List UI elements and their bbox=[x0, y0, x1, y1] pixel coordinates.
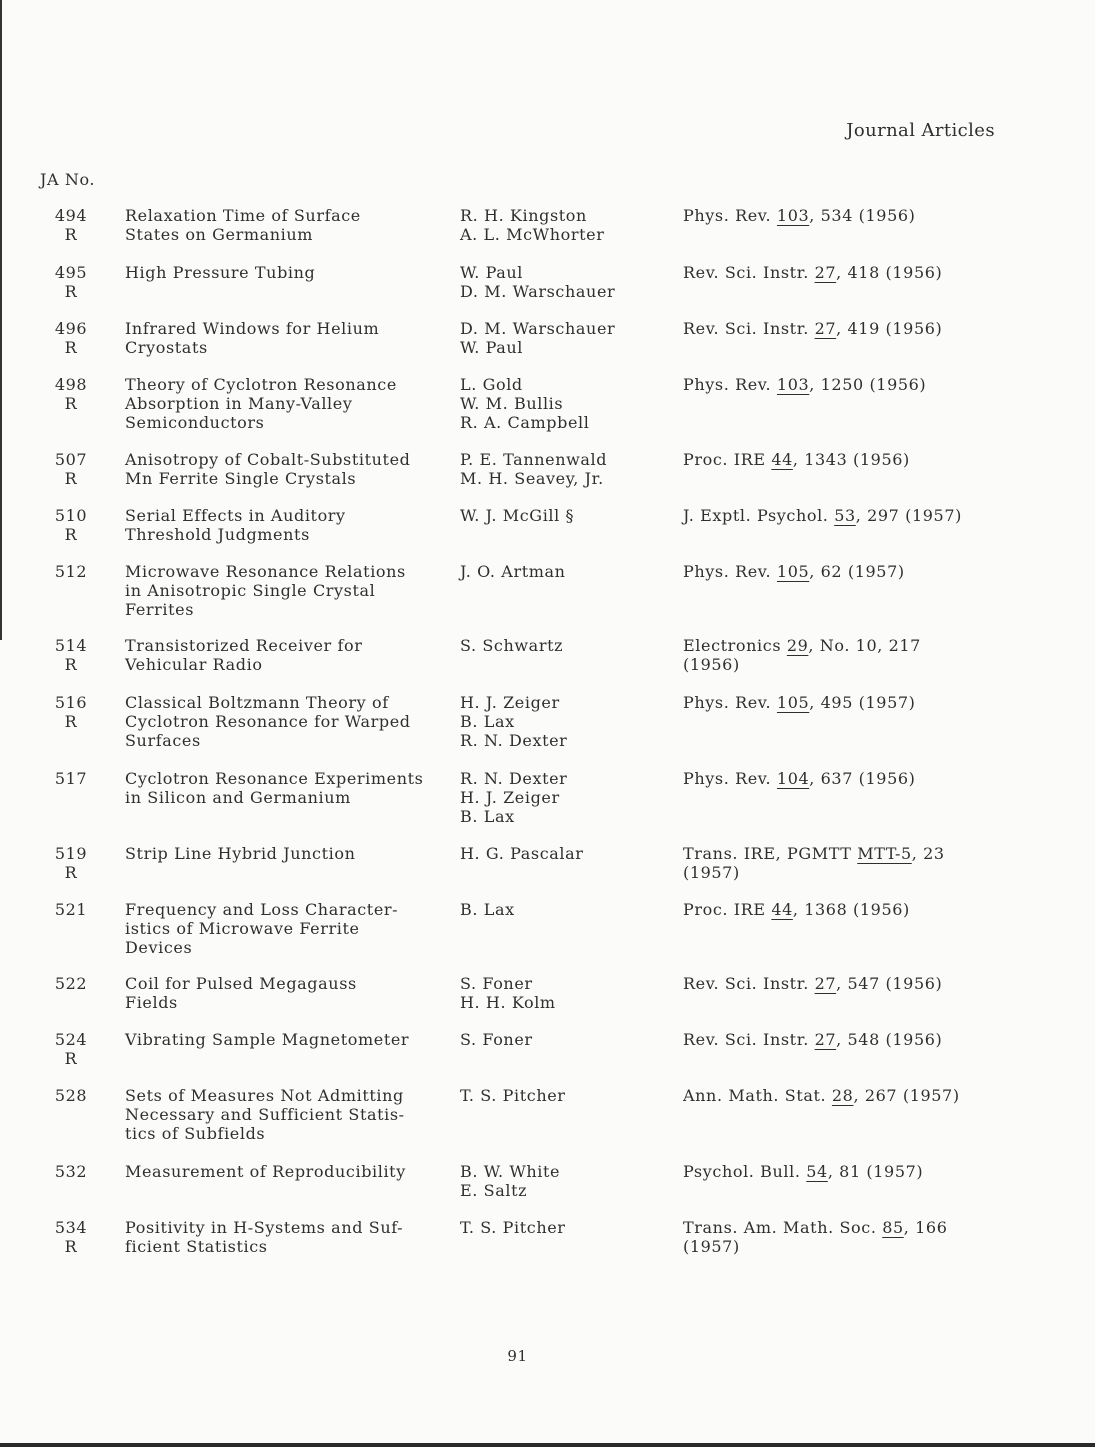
author-name: S. Foner bbox=[460, 1030, 533, 1049]
article-title bbox=[125, 637, 455, 675]
journal-volume: 103 bbox=[776, 206, 810, 225]
author-name: P. E. Tannenwald bbox=[460, 450, 608, 469]
article-title bbox=[125, 845, 455, 864]
article-title-line: Sets of Measures Not Admitting bbox=[125, 1086, 404, 1105]
journal-volume: 28 bbox=[831, 1086, 854, 1105]
journal-reference-line bbox=[683, 1219, 1003, 1238]
journal-name: Phys. Rev. bbox=[683, 562, 777, 581]
article-title bbox=[125, 901, 455, 957]
article-title bbox=[125, 694, 455, 750]
journal-volume: 53 bbox=[834, 506, 856, 525]
article-title-line: Positivity in H-Systems and Suf- bbox=[125, 1218, 404, 1237]
article-title-line: in Anisotropic Single Crystal bbox=[125, 580, 376, 600]
author-name: M. H. Seavey, Jr. bbox=[460, 468, 604, 488]
journal-pages-year: , 547 (1956) bbox=[836, 974, 943, 993]
reprint-flag: R bbox=[64, 1048, 78, 1068]
article-title-line: Ferrites bbox=[125, 599, 195, 619]
journal-volume: 44 bbox=[771, 900, 793, 919]
journal-reference bbox=[683, 845, 1003, 883]
journal-reference-line bbox=[683, 451, 1003, 470]
article-title bbox=[125, 1087, 455, 1143]
page-number: 91 bbox=[507, 1347, 528, 1365]
author-name: R. N. Dexter bbox=[460, 769, 568, 788]
journal-volume: 54 bbox=[806, 1162, 828, 1181]
ja-number-value: 512 bbox=[54, 562, 88, 581]
journal-reference bbox=[683, 264, 1003, 283]
journal-pages-year: , 548 (1956) bbox=[836, 1030, 943, 1049]
journal-reference bbox=[683, 507, 1003, 526]
article-title bbox=[125, 1163, 455, 1182]
article-title-line: Microwave Resonance Relations bbox=[125, 562, 406, 581]
author-name: R. H. Kingston bbox=[460, 206, 587, 225]
ja-number bbox=[54, 901, 88, 920]
author-name: R. A. Campbell bbox=[460, 412, 590, 432]
journal-volume: 105 bbox=[776, 693, 810, 712]
article-title-line: Anisotropy of Cobalt-Substituted bbox=[125, 450, 411, 469]
author-name: H. J. Zeiger bbox=[460, 693, 560, 712]
journal-name: J. Exptl. Psychol. bbox=[683, 506, 835, 525]
article-authors bbox=[460, 563, 660, 582]
ja-number-value: 510 bbox=[54, 506, 88, 525]
article-authors bbox=[460, 507, 660, 526]
ja-number-value: 522 bbox=[54, 974, 88, 993]
journal-pages-year: , 637 (1956) bbox=[809, 769, 916, 788]
ja-number bbox=[54, 1031, 88, 1069]
journal-reference-line bbox=[683, 376, 1003, 395]
article-title bbox=[125, 264, 455, 283]
author-name: B. W. White bbox=[460, 1162, 561, 1181]
article-title-line: Measurement of Reproducibility bbox=[125, 1162, 406, 1181]
journal-reference-line bbox=[683, 864, 1003, 883]
article-title-line: States on Germanium bbox=[125, 224, 314, 244]
journal-reference-line bbox=[683, 507, 1003, 526]
journal-volume: 105 bbox=[776, 562, 810, 581]
journal-reference bbox=[683, 320, 1003, 339]
journal-reference bbox=[683, 637, 1003, 675]
ja-number bbox=[54, 1219, 88, 1257]
journal-reference-line bbox=[683, 694, 1003, 713]
article-title bbox=[125, 507, 455, 545]
ja-number-value: 519 bbox=[54, 844, 88, 863]
article-title-line: Devices bbox=[125, 937, 193, 957]
journal-name: Proc. IRE bbox=[683, 900, 772, 919]
author-name: W. Paul bbox=[460, 263, 524, 282]
ja-number-value: 494 bbox=[54, 206, 88, 225]
article-title-line: Cryostats bbox=[125, 337, 208, 357]
article-title-line: ficient Statistics bbox=[125, 1236, 268, 1256]
journal-pages-year: , 534 (1956) bbox=[809, 206, 916, 225]
journal-pages-year: , 1343 (1956) bbox=[792, 450, 910, 469]
journal-reference-line bbox=[683, 1087, 1003, 1106]
journal-reference bbox=[683, 376, 1003, 395]
author-name: A. L. McWhorter bbox=[460, 224, 605, 244]
ja-number-value: 521 bbox=[54, 900, 88, 919]
journal-reference-line bbox=[683, 207, 1003, 226]
author-name: B. Lax bbox=[460, 711, 515, 731]
journal-volume: 27 bbox=[814, 319, 837, 338]
article-authors bbox=[460, 901, 660, 920]
ja-number bbox=[54, 376, 88, 414]
article-title-line: Vibrating Sample Magnetometer bbox=[125, 1030, 410, 1049]
article-title-line: Coil for Pulsed Megagauss bbox=[125, 974, 357, 993]
author-name: B. Lax bbox=[460, 900, 515, 919]
ja-number bbox=[54, 320, 88, 358]
article-title-line: Cyclotron Resonance for Warped bbox=[125, 711, 411, 731]
author-name: W. Paul bbox=[460, 337, 524, 357]
author-name: R. N. Dexter bbox=[460, 730, 568, 750]
journal-name: Phys. Rev. bbox=[683, 206, 777, 225]
author-name: W. J. McGill § bbox=[460, 506, 575, 525]
article-authors bbox=[460, 770, 660, 826]
journal-volume: 104 bbox=[776, 769, 810, 788]
journal-reference-line bbox=[683, 845, 1003, 864]
author-name: S. Foner bbox=[460, 974, 533, 993]
journal-pages-year: , 1250 (1956) bbox=[809, 375, 927, 394]
journal-pages-year: , 23 bbox=[911, 844, 945, 863]
author-name: D. M. Warschauer bbox=[460, 319, 616, 338]
article-title bbox=[125, 975, 455, 1013]
article-authors bbox=[460, 1087, 660, 1106]
journal-name: Phys. Rev. bbox=[683, 693, 777, 712]
article-title-line: Semiconductors bbox=[125, 412, 265, 432]
reprint-flag: R bbox=[64, 393, 78, 413]
author-name: B. Lax bbox=[460, 806, 515, 826]
journal-reference-line bbox=[683, 656, 1003, 675]
article-title-line: Theory of Cyclotron Resonance bbox=[125, 375, 397, 394]
ja-number-column-label: JA No. bbox=[40, 170, 96, 189]
reprint-flag: R bbox=[64, 468, 78, 488]
journal-reference-line bbox=[683, 1031, 1003, 1050]
journal-volume: 29 bbox=[786, 636, 809, 655]
article-title-line: Strip Line Hybrid Junction bbox=[125, 844, 356, 863]
reprint-flag: R bbox=[64, 711, 78, 731]
article-title bbox=[125, 320, 455, 358]
journal-reference bbox=[683, 207, 1003, 226]
journal-pages-year: , 166 bbox=[903, 1218, 948, 1237]
article-authors bbox=[460, 1031, 660, 1050]
journal-name: (1957) bbox=[683, 862, 740, 882]
journal-name: Psychol. Bull. bbox=[683, 1162, 807, 1181]
article-title-line: Fields bbox=[125, 992, 178, 1012]
ja-number-value: 517 bbox=[54, 769, 88, 788]
journal-reference-line bbox=[683, 1238, 1003, 1257]
journal-name: Rev. Sci. Instr. bbox=[683, 319, 815, 338]
journal-reference-line bbox=[683, 320, 1003, 339]
reprint-flag: R bbox=[64, 654, 78, 674]
journal-pages-year: , 297 (1957) bbox=[855, 506, 962, 525]
journal-volume: 85 bbox=[882, 1218, 904, 1237]
reprint-flag: R bbox=[64, 281, 78, 301]
article-title bbox=[125, 207, 455, 245]
journal-pages-year: , 418 (1956) bbox=[836, 263, 943, 282]
page-edge-rule bbox=[0, 0, 2, 640]
journal-reference bbox=[683, 451, 1003, 470]
reprint-flag: R bbox=[64, 524, 78, 544]
article-authors bbox=[460, 320, 660, 358]
author-name: T. S. Pitcher bbox=[460, 1218, 566, 1237]
article-title-line: Necessary and Sufficient Statis- bbox=[125, 1104, 405, 1124]
article-authors bbox=[460, 376, 660, 432]
article-authors bbox=[460, 207, 660, 245]
journal-name: Trans. IRE, PGMTT bbox=[683, 844, 858, 863]
journal-name: Phys. Rev. bbox=[683, 375, 777, 394]
journal-name: Trans. Am. Math. Soc. bbox=[683, 1218, 883, 1237]
journal-reference-line bbox=[683, 1163, 1003, 1182]
journal-reference-line bbox=[683, 563, 1003, 582]
article-authors bbox=[460, 637, 660, 656]
journal-name: (1957) bbox=[683, 1236, 740, 1256]
ja-number bbox=[54, 1163, 88, 1182]
article-title bbox=[125, 563, 455, 619]
article-title-line: Vehicular Radio bbox=[125, 654, 263, 674]
author-name: L. Gold bbox=[460, 375, 523, 394]
ja-number bbox=[54, 264, 88, 302]
author-name: H. H. Kolm bbox=[460, 992, 556, 1012]
article-title bbox=[125, 1219, 455, 1257]
article-authors bbox=[460, 1219, 660, 1238]
author-name: H. G. Pascalar bbox=[460, 844, 584, 863]
reprint-flag: R bbox=[64, 1236, 78, 1256]
journal-name: Rev. Sci. Instr. bbox=[683, 974, 815, 993]
article-title-line: Transistorized Receiver for bbox=[125, 636, 363, 655]
ja-number bbox=[54, 451, 88, 489]
article-title-line: Threshold Judgments bbox=[125, 524, 310, 544]
author-name: J. O. Artman bbox=[460, 562, 566, 581]
article-title bbox=[125, 376, 455, 432]
journal-name: Phys. Rev. bbox=[683, 769, 777, 788]
journal-volume: 44 bbox=[771, 450, 793, 469]
ja-number bbox=[54, 507, 88, 545]
journal-name: Electronics bbox=[683, 636, 787, 655]
author-name: E. Saltz bbox=[460, 1180, 528, 1200]
ja-number bbox=[54, 975, 88, 994]
ja-number bbox=[54, 207, 88, 245]
journal-reference-line bbox=[683, 770, 1003, 789]
article-title-line: Frequency and Loss Character- bbox=[125, 900, 399, 919]
article-authors bbox=[460, 1163, 660, 1201]
article-title-line: tics of Subfields bbox=[125, 1123, 266, 1143]
reprint-flag: R bbox=[64, 337, 78, 357]
journal-name: Rev. Sci. Instr. bbox=[683, 263, 815, 282]
article-authors bbox=[460, 694, 660, 750]
journal-reference bbox=[683, 975, 1003, 994]
journal-volume: MTT-5 bbox=[857, 844, 912, 863]
ja-number-value: 498 bbox=[54, 375, 88, 394]
article-title-line: Cyclotron Resonance Experiments bbox=[125, 769, 424, 788]
journal-volume: 27 bbox=[814, 1030, 837, 1049]
journal-pages-year: , 495 (1957) bbox=[809, 693, 916, 712]
journal-reference bbox=[683, 1219, 1003, 1257]
ja-number-value: 495 bbox=[54, 263, 88, 282]
author-name: S. Schwartz bbox=[460, 636, 564, 655]
article-title bbox=[125, 770, 455, 808]
author-name: D. M. Warschauer bbox=[460, 281, 616, 301]
journal-name: (1956) bbox=[683, 654, 740, 674]
ja-number-value: 496 bbox=[54, 319, 88, 338]
reprint-flag: R bbox=[64, 862, 78, 882]
ja-number-value: 514 bbox=[54, 636, 88, 655]
author-name: H. J. Zeiger bbox=[460, 787, 560, 807]
journal-pages-year: , 81 (1957) bbox=[827, 1162, 924, 1181]
article-title-line: Classical Boltzmann Theory of bbox=[125, 693, 389, 712]
reprint-flag: R bbox=[64, 224, 78, 244]
journal-reference-line bbox=[683, 975, 1003, 994]
article-authors bbox=[460, 264, 660, 302]
article-authors bbox=[460, 975, 660, 1013]
article-title-line: Relaxation Time of Surface bbox=[125, 206, 361, 225]
ja-number-value: 534 bbox=[54, 1218, 88, 1237]
article-title bbox=[125, 451, 455, 489]
article-title-line: istics of Microwave Ferrite bbox=[125, 918, 360, 938]
article-title-line: Absorption in Many-Valley bbox=[125, 393, 353, 413]
article-authors bbox=[460, 451, 660, 489]
article-title-line: Serial Effects in Auditory bbox=[125, 506, 346, 525]
article-title-line: Mn Ferrite Single Crystals bbox=[125, 468, 357, 488]
article-title bbox=[125, 1031, 455, 1050]
journal-pages-year: , 1368 (1956) bbox=[792, 900, 910, 919]
journal-name: Rev. Sci. Instr. bbox=[683, 1030, 815, 1049]
ja-number-value: 532 bbox=[54, 1162, 88, 1181]
journal-pages-year: , 419 (1956) bbox=[836, 319, 943, 338]
journal-name: Proc. IRE bbox=[683, 450, 772, 469]
journal-reference-line bbox=[683, 901, 1003, 920]
article-title-line: in Silicon and Germanium bbox=[125, 787, 351, 807]
journal-pages-year: , 62 (1957) bbox=[809, 562, 905, 581]
journal-reference bbox=[683, 694, 1003, 713]
ja-number bbox=[54, 563, 88, 582]
ja-number bbox=[54, 637, 88, 675]
journal-volume: 27 bbox=[814, 974, 837, 993]
page-bottom-edge bbox=[0, 1443, 1095, 1447]
article-authors bbox=[460, 845, 660, 864]
ja-number-value: 524 bbox=[54, 1030, 88, 1049]
article-title-line: High Pressure Tubing bbox=[125, 263, 316, 282]
journal-volume: 103 bbox=[776, 375, 810, 394]
ja-number-value: 507 bbox=[54, 450, 88, 469]
journal-reference-line bbox=[683, 637, 1003, 656]
ja-number bbox=[54, 845, 88, 883]
journal-pages-year: , 267 (1957) bbox=[853, 1086, 960, 1105]
ja-number-value: 528 bbox=[54, 1086, 88, 1105]
journal-volume: 27 bbox=[814, 263, 837, 282]
ja-number bbox=[54, 770, 88, 789]
ja-number bbox=[54, 1087, 88, 1106]
journal-reference bbox=[683, 1087, 1003, 1106]
author-name: T. S. Pitcher bbox=[460, 1086, 566, 1105]
section-title: Journal Articles bbox=[846, 120, 995, 141]
journal-reference bbox=[683, 1163, 1003, 1182]
journal-reference bbox=[683, 770, 1003, 789]
journal-name: Ann. Math. Stat. bbox=[683, 1086, 832, 1105]
journal-reference bbox=[683, 901, 1003, 920]
journal-reference bbox=[683, 1031, 1003, 1050]
journal-reference bbox=[683, 563, 1003, 582]
journal-pages-year: , No. 10, 217 bbox=[808, 636, 921, 655]
article-title-line: Infrared Windows for Helium bbox=[125, 319, 380, 338]
article-title-line: Surfaces bbox=[125, 730, 201, 750]
ja-number-value: 516 bbox=[54, 693, 88, 712]
journal-reference-line bbox=[683, 264, 1003, 283]
ja-number bbox=[54, 694, 88, 732]
author-name: W. M. Bullis bbox=[460, 393, 564, 413]
